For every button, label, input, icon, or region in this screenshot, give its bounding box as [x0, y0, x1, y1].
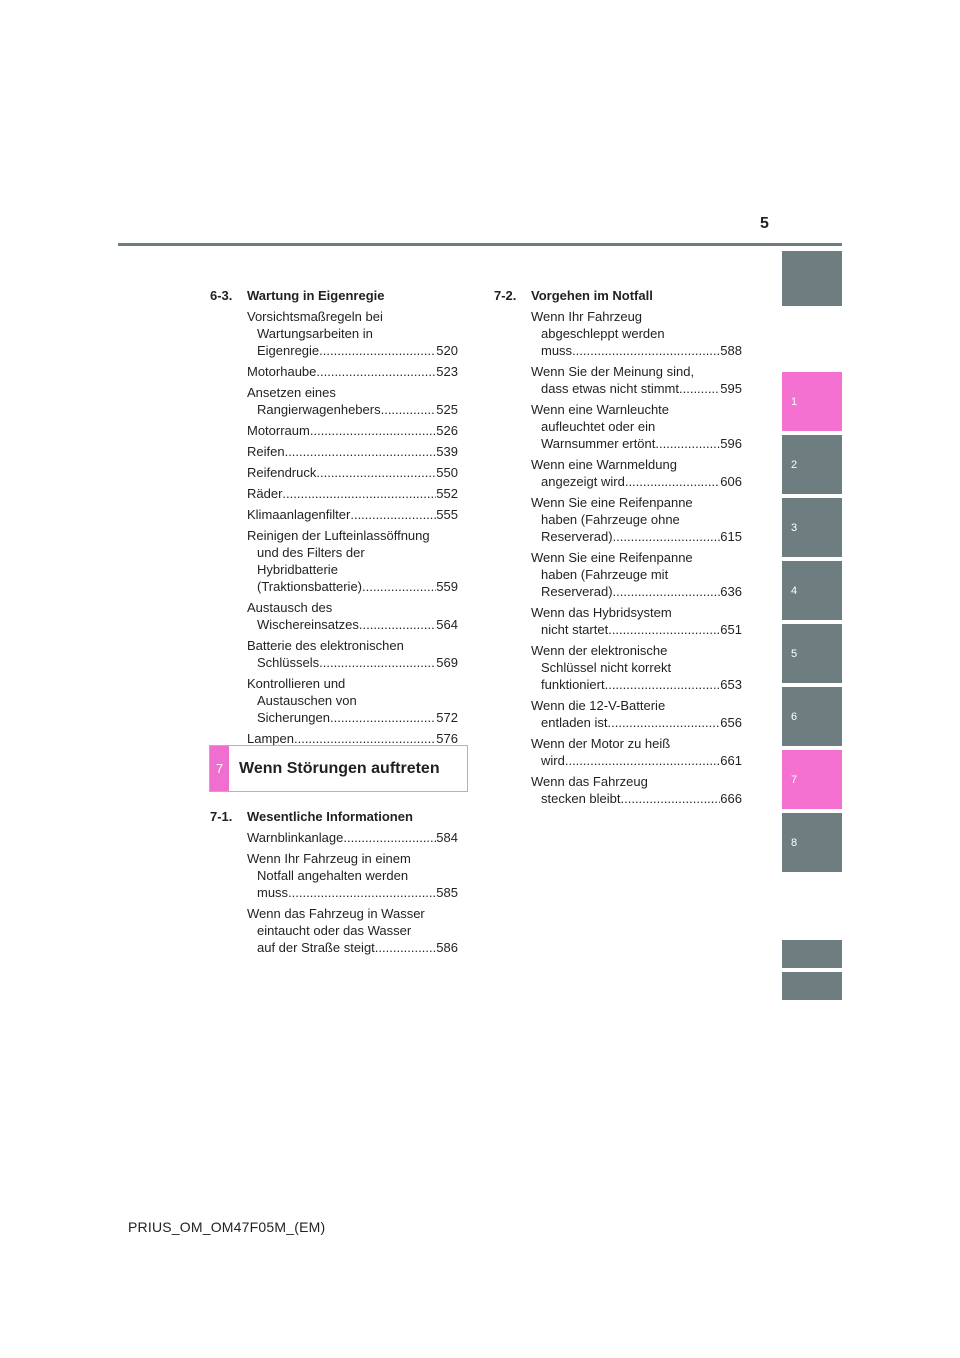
- toc-entry[interactable]: [531, 456, 742, 490]
- toc-entry[interactable]: [247, 829, 458, 846]
- dot-leader: [621, 790, 721, 807]
- toc-entry-line: [247, 401, 458, 418]
- page-number: 5: [760, 215, 769, 232]
- dot-leader: [359, 616, 436, 633]
- toc-page-number: 636: [720, 584, 742, 599]
- toc-entry-text: auf der Straße steigt: [257, 940, 375, 955]
- toc-entry[interactable]: [531, 735, 742, 769]
- section-7-1: [210, 808, 458, 956]
- toc-page-number: 615: [720, 529, 742, 544]
- toc-entry[interactable]: [247, 443, 458, 460]
- dot-leader: [565, 752, 720, 769]
- toc-page-number: 586: [436, 940, 458, 955]
- toc-page-number: 585: [436, 885, 458, 900]
- toc-entry-line: [531, 435, 742, 452]
- dot-leader: [608, 621, 720, 638]
- toc-entry-line: [247, 884, 458, 901]
- toc-entry[interactable]: [531, 604, 742, 638]
- dot-leader: [362, 578, 436, 595]
- side-tab-label: 2: [791, 458, 798, 471]
- dot-leader: [343, 829, 436, 846]
- toc-entry-text: Wenn eine Warnmeldung: [531, 457, 677, 472]
- side-tab-index-b[interactable]: [782, 972, 842, 1000]
- toc-entry-line: [531, 735, 742, 752]
- toc-entry[interactable]: [247, 637, 458, 671]
- toc-entry-line: [531, 363, 742, 380]
- dot-leader: [608, 714, 721, 731]
- toc-entry-text: Austauschen von: [257, 693, 357, 708]
- toc-entry-text: Eigenregie: [257, 343, 320, 358]
- toc-entry-text: (Traktionsbatterie): [257, 579, 362, 594]
- dot-leader: [655, 435, 720, 452]
- toc-entry-text: Schlüssels: [257, 655, 320, 670]
- toc-entry-text: Reinigen der Lufteinlassöffnung: [247, 528, 430, 543]
- toc-entry-text: haben (Fahrzeuge mit: [541, 567, 669, 582]
- toc-entry-text: Vorsichtsmaßregeln bei: [247, 309, 383, 324]
- dot-leader: [319, 342, 436, 359]
- toc-page-number: 576: [436, 731, 458, 746]
- dot-leader: [625, 473, 720, 490]
- toc-page-number: 550: [436, 465, 458, 480]
- toc-entry-line: [247, 675, 458, 692]
- side-tab-label: 5: [791, 647, 798, 660]
- header-rule: [118, 243, 842, 246]
- toc-entry-text: Wenn Sie eine Reifenpanne: [531, 495, 693, 510]
- toc-entry-line: [247, 922, 458, 939]
- toc-entry-text: muss: [541, 343, 573, 358]
- toc-entry-text: Wenn eine Warnleuchte: [531, 402, 670, 417]
- dot-leader: [613, 583, 721, 600]
- toc-entry-line: [531, 511, 742, 528]
- toc-entry-line: [531, 473, 742, 490]
- toc-entry-text: Ansetzen eines: [247, 385, 336, 400]
- toc-entry-text: Schlüssel nicht korrekt: [541, 660, 672, 675]
- side-tab-label: 1: [791, 395, 798, 408]
- toc-entry[interactable]: [531, 773, 742, 807]
- toc-entry-text: Wartungsarbeiten in: [257, 326, 373, 341]
- toc-entry-text: und des Filters der: [257, 545, 365, 560]
- toc-entry[interactable]: [531, 401, 742, 452]
- toc-entry-line: [531, 773, 742, 790]
- section-6-3: [210, 287, 458, 747]
- toc-entry-text: Austausch des: [247, 600, 333, 615]
- toc-entry-line: [247, 654, 458, 671]
- toc-entry-line: [247, 939, 458, 956]
- toc-page-number: 595: [720, 381, 742, 396]
- toc-entry-text: Reifen: [247, 444, 285, 459]
- toc-entry-text: Wenn Sie eine Reifenpanne: [531, 550, 693, 565]
- toc-entry[interactable]: [531, 494, 742, 545]
- toc-entry-text: abgeschleppt werden: [541, 326, 665, 341]
- toc-entry-line: [531, 790, 742, 807]
- section-heading: [494, 287, 742, 304]
- toc-entry-line: [247, 422, 458, 439]
- dot-leader: [310, 422, 436, 439]
- toc-page-number: 559: [436, 579, 458, 594]
- toc-entry-text: Rangierwagenhebers: [257, 402, 381, 417]
- dot-leader: [350, 506, 436, 523]
- toc-entry-line: [247, 578, 458, 595]
- toc-page-number: 564: [436, 617, 458, 632]
- dot-leader: [381, 401, 437, 418]
- toc-entry-line: [531, 642, 742, 659]
- toc-entry[interactable]: [531, 697, 742, 731]
- dot-leader: [375, 939, 437, 956]
- toc-entry-line: [531, 528, 742, 545]
- side-tab-8[interactable]: [782, 813, 842, 872]
- toc-entry-line: [247, 850, 458, 867]
- section-number: 7-1.: [210, 809, 233, 824]
- toc-entry-line: [531, 308, 742, 325]
- toc-entry-line: [247, 692, 458, 709]
- toc-page-number: 656: [720, 715, 742, 730]
- toc-entry-line: [247, 544, 458, 561]
- toc-page-number: 572: [436, 710, 458, 725]
- toc-entry-text: Wenn die 12-V-Batterie: [531, 698, 666, 713]
- toc-entry-text: Lampen: [247, 731, 294, 746]
- toc-entry-text: Warnsummer ertönt: [541, 436, 656, 451]
- toc-entry-line: [531, 697, 742, 714]
- toc-page-number: 525: [436, 402, 458, 417]
- toc-entry[interactable]: [531, 363, 742, 397]
- toc-entry[interactable]: [531, 308, 742, 359]
- toc-entry-text: entladen ist: [541, 715, 608, 730]
- toc-entry-line: [531, 494, 742, 511]
- toc-entry-line: [247, 443, 458, 460]
- toc-page-number: 606: [720, 474, 742, 489]
- toc-entry-line: [531, 714, 742, 731]
- toc-page-number: 523: [436, 364, 458, 379]
- side-tab-2[interactable]: [782, 435, 842, 494]
- toc-entry-text: Wenn das Hybridsystem: [531, 605, 672, 620]
- toc-page-number: 661: [720, 753, 742, 768]
- toc-entry[interactable]: [247, 464, 458, 481]
- section-title: Vorgehen im Notfall: [531, 288, 653, 303]
- toc-entry-text: angezeigt wird: [541, 474, 625, 489]
- toc-entry-text: eintaucht oder das Wasser: [257, 923, 412, 938]
- toc-entry-text: Wenn das Fahrzeug: [531, 774, 648, 789]
- toc-entry-line: [531, 418, 742, 435]
- toc-entry-text: muss: [257, 885, 289, 900]
- toc-entry[interactable]: [531, 549, 742, 600]
- toc-entry-line: [531, 342, 742, 359]
- section-7-2: [494, 287, 742, 807]
- toc-page-number: 526: [436, 423, 458, 438]
- side-tab-1[interactable]: [782, 372, 842, 431]
- section-title: Wesentliche Informationen: [247, 809, 413, 824]
- side-tab-label: 4: [791, 584, 798, 597]
- toc-entry-line: [531, 583, 742, 600]
- toc-entry-line: [247, 637, 458, 654]
- toc-entry-text: Wischereinsatzes: [257, 617, 359, 632]
- toc-entry[interactable]: [247, 384, 458, 418]
- side-tab-label: 7: [791, 773, 798, 786]
- toc-entry-text: Reifendruck: [247, 465, 317, 480]
- toc-entry-text: Reserverad): [541, 584, 613, 599]
- toc-entry-line: [247, 464, 458, 481]
- toc-entry[interactable]: [247, 527, 458, 595]
- toc-entry-line: [247, 867, 458, 884]
- toc-entry-line: [531, 401, 742, 418]
- toc-entry-text: funktioniert: [541, 677, 605, 692]
- toc-entry[interactable]: [247, 905, 458, 956]
- dot-leader: [316, 464, 436, 481]
- toc-page-number: 520: [436, 343, 458, 358]
- side-tab-label: 3: [791, 521, 798, 534]
- side-tab-3[interactable]: [782, 498, 842, 557]
- toc-entry-text: Batterie des elektronischen: [247, 638, 404, 653]
- toc-entry-line: [247, 485, 458, 502]
- section-number: 7-2.: [494, 288, 517, 303]
- section-heading: [210, 808, 458, 825]
- chapter-heading: [209, 745, 468, 792]
- dot-leader: [288, 884, 436, 901]
- toc-entry-text: wird: [541, 753, 565, 768]
- dot-leader: [613, 528, 721, 545]
- toc-entry-line: [247, 308, 458, 325]
- side-tab-7[interactable]: [782, 750, 842, 809]
- side-tab-label: 6: [791, 710, 798, 723]
- toc-entry-text: Klimaanlagenfilter: [247, 507, 351, 522]
- toc-entry-text: Motorraum: [247, 423, 310, 438]
- toc-entry[interactable]: [531, 642, 742, 693]
- dot-leader: [282, 485, 436, 502]
- dot-leader: [316, 363, 436, 380]
- side-tab-index-a[interactable]: [782, 940, 842, 968]
- section-title: Wartung in Eigenregie: [247, 288, 385, 303]
- toc-entry[interactable]: [247, 485, 458, 502]
- toc-entry[interactable]: [247, 599, 458, 633]
- toc-entry-line: [531, 380, 742, 397]
- toc-entry-line: [247, 709, 458, 726]
- toc-entry-text: dass etwas nicht stimmt: [541, 381, 679, 396]
- toc-entry-line: [531, 549, 742, 566]
- toc-entry-line: [531, 604, 742, 621]
- toc-entry-text: aufleuchtet oder ein: [541, 419, 656, 434]
- toc-entry-line: [247, 616, 458, 633]
- toc-entry-line: [531, 456, 742, 473]
- toc-page-number: 666: [720, 791, 742, 806]
- side-tab-label: 8: [791, 836, 798, 849]
- toc-page-number: 569: [436, 655, 458, 670]
- toc-entry-line: [531, 676, 742, 693]
- toc-entry-line: [531, 752, 742, 769]
- toc-entry-text: nicht startet: [541, 622, 609, 637]
- chapter-number: 7: [210, 746, 229, 791]
- toc-entry-text: Wenn Ihr Fahrzeug in einem: [247, 851, 411, 866]
- toc-entry-line: [247, 561, 458, 578]
- toc-page-number: 651: [720, 622, 742, 637]
- toc-entry-text: Räder: [247, 486, 283, 501]
- section-number: 6-3.: [210, 288, 233, 303]
- toc-entry[interactable]: [247, 422, 458, 439]
- toc-entry[interactable]: [247, 850, 458, 901]
- toc-page-number: 596: [720, 436, 742, 451]
- toc-entry-line: [531, 659, 742, 676]
- toc-entry[interactable]: [247, 675, 458, 726]
- dot-leader: [572, 342, 720, 359]
- toc-page-number: 588: [720, 343, 742, 358]
- toc-entry-text: Wenn Sie der Meinung sind,: [531, 364, 695, 379]
- toc-entry-line: [247, 363, 458, 380]
- toc-entry-line: [247, 599, 458, 616]
- toc-entry-text: Wenn Ihr Fahrzeug: [531, 309, 643, 324]
- side-tab-5[interactable]: [782, 624, 842, 683]
- toc-entry-text: Warnblinkanlage: [247, 830, 344, 845]
- toc-entry-line: [247, 527, 458, 544]
- dot-leader: [319, 654, 436, 671]
- toc-page-number: 584: [436, 830, 458, 845]
- toc-entry-line: [247, 342, 458, 359]
- toc-page-number: 552: [436, 486, 458, 501]
- toc-entry-text: Wenn der elektronische: [531, 643, 668, 658]
- side-tab-4[interactable]: [782, 561, 842, 620]
- toc-entry-text: haben (Fahrzeuge ohne: [541, 512, 680, 527]
- toc-page-number: 653: [720, 677, 742, 692]
- section-heading: [210, 287, 458, 304]
- toc-entry-text: Reserverad): [541, 529, 613, 544]
- chapter-title: Wenn Störungen auftreten: [239, 759, 440, 777]
- toc-entry-line: [247, 905, 458, 922]
- toc-entry-text: Notfall angehalten werden: [257, 868, 409, 883]
- toc-entry[interactable]: [247, 363, 458, 380]
- dot-leader: [605, 676, 721, 693]
- toc-entry-line: [247, 506, 458, 523]
- toc-entry-line: [247, 325, 458, 342]
- toc-entry[interactable]: [247, 506, 458, 523]
- dot-leader: [330, 709, 436, 726]
- toc-entry[interactable]: [247, 308, 458, 359]
- toc-entry-text: Kontrollieren und: [247, 676, 346, 691]
- dot-leader: [285, 443, 437, 460]
- toc-entry-text: Hybridbatterie: [257, 562, 338, 577]
- toc-entry-text: Motorhaube: [247, 364, 317, 379]
- toc-page-number: 539: [436, 444, 458, 459]
- toc-entry-text: stecken bleibt: [541, 791, 621, 806]
- toc-entry-text: Wenn der Motor zu heiß: [531, 736, 671, 751]
- toc-entry-line: [531, 566, 742, 583]
- side-tab-6[interactable]: [782, 687, 842, 746]
- toc-entry-line: [531, 325, 742, 342]
- toc-entry-line: [531, 621, 742, 638]
- footer-document-id: PRIUS_OM_OM47F05M_(EM): [128, 1219, 326, 1235]
- dot-leader: [679, 380, 720, 397]
- side-tab-index-top[interactable]: [782, 251, 842, 306]
- toc-entry-line: [247, 829, 458, 846]
- toc-entry-text: Wenn das Fahrzeug in Wasser: [247, 906, 425, 921]
- toc-page-number: 555: [436, 507, 458, 522]
- toc-entry-line: [247, 384, 458, 401]
- toc-entry-text: Sicherungen: [257, 710, 330, 725]
